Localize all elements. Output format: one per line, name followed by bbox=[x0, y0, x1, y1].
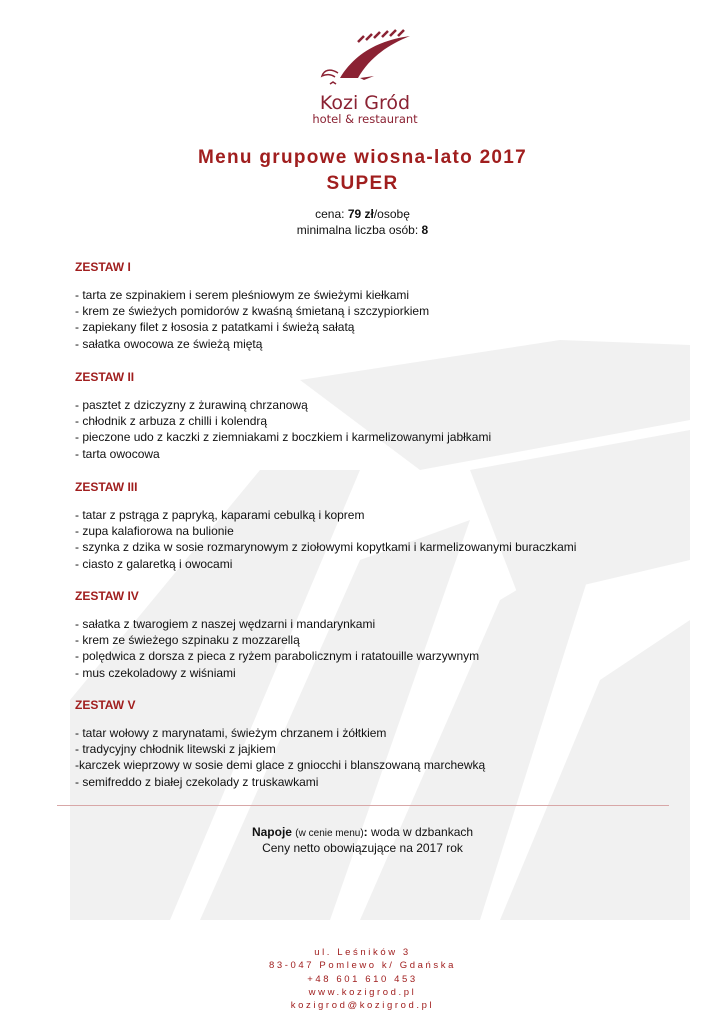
min-persons-value: 8 bbox=[421, 223, 429, 237]
set-item: - tarta ze szpinakiem i serem pleśniowym ze świeżymi kiełkami bbox=[75, 288, 410, 302]
set-item: - tatar z pstrąga z papryką, kaparami cebulką i koprem bbox=[75, 508, 365, 522]
set-item: - semifreddo z białej czekolady z truskawkami bbox=[75, 774, 319, 789]
footer-city: 83-047 Pomlewo k/ Gdańska bbox=[269, 960, 456, 972]
set-item: - pasztet z dziczyzny z żurawiną chrzanową bbox=[75, 398, 308, 412]
footer-address: ul. Leśników 3 bbox=[314, 947, 411, 958]
set-title: ZESTAW IV bbox=[75, 589, 139, 603]
set-item: - tarta owocowa bbox=[75, 446, 160, 461]
set-item: - krem ze świeżych pomidorów z kwaśną śmietaną i szczypiorkiem bbox=[75, 304, 430, 319]
footer-contact bbox=[0, 946, 725, 1012]
set-title: ZESTAW II bbox=[75, 370, 135, 384]
footer-website[interactable]: www.kozigrod.pl bbox=[308, 986, 417, 998]
set-item: - tradycyjny chłodnik litewski z jajkiem bbox=[75, 742, 276, 757]
price-unit: /osobę bbox=[373, 207, 410, 221]
set-4 bbox=[75, 588, 675, 681]
set-item: - ciasto z galaretką i owocami bbox=[75, 556, 233, 571]
set-2 bbox=[75, 369, 675, 462]
set-3 bbox=[75, 479, 675, 572]
min-persons-line bbox=[0, 222, 725, 238]
footer-email[interactable]: kozigrod@kozigrod.pl bbox=[290, 1000, 435, 1012]
set-title: ZESTAW I bbox=[75, 260, 131, 274]
set-item: - zapiekany filet z łososia z patatkami i świeżą sałatą bbox=[75, 320, 355, 335]
drinks-colon: : bbox=[363, 825, 368, 839]
set-1 bbox=[75, 259, 675, 352]
footer-phone: +48 601 610 453 bbox=[307, 973, 418, 985]
prices-note: Ceny netto obowiązujące na 2017 rok bbox=[262, 841, 463, 855]
set-item: - krem ze świeżego szpinaku z mozzarellą bbox=[75, 633, 300, 648]
drinks-label: Napoje bbox=[251, 825, 292, 839]
section-divider bbox=[57, 805, 669, 806]
set-title: ZESTAW V bbox=[75, 698, 136, 712]
set-5 bbox=[75, 697, 675, 790]
price-value: 79 zł bbox=[347, 207, 374, 221]
set-item: - polędwica z dorsza z pieca z ryżem parabolicznym i ratatouille warzywnym bbox=[75, 649, 480, 664]
price-line bbox=[0, 206, 725, 222]
set-item: - zupa kalafiorowa na bulionie bbox=[75, 524, 234, 539]
set-item: - szynka z dzika w sosie rozmarynowym z ziołowymi kopytkami i karmelizowanymi buraczkami bbox=[75, 540, 577, 555]
menu-title: Menu grupowe wiosna-lato 2017 bbox=[197, 147, 528, 168]
set-item: - mus czekoladowy z wiśniami bbox=[75, 665, 236, 680]
set-item: - pieczone udo z kaczki z ziemniakami z boczkiem i karmelizowanymi jabłkami bbox=[75, 430, 492, 445]
set-item: - sałatka owocowa ze świeżą miętą bbox=[75, 336, 263, 351]
set-item: - tatar wołowy z marynatami, świeżym chrzanem i żółtkiem bbox=[75, 726, 387, 740]
logo-name: Kozi Gród bbox=[319, 92, 411, 114]
menu-subtitle: SUPER bbox=[326, 173, 399, 194]
price-label: cena: bbox=[315, 207, 348, 221]
drinks-note: (w cenie menu) bbox=[295, 828, 364, 839]
set-item: -karczek wieprzowy w sosie demi glace z gniocchi i blanszowaną marchewką bbox=[75, 758, 486, 773]
drinks-text: woda w dzbankach bbox=[367, 825, 474, 839]
logo-subtitle: hotel & restaurant bbox=[312, 112, 418, 126]
set-item: - sałatka z twarogiem z naszej wędzarni i mandarynkami bbox=[75, 617, 376, 631]
set-title: ZESTAW III bbox=[75, 480, 138, 494]
min-persons-label: minimalna liczba osób: bbox=[296, 223, 422, 237]
set-item: - chłodnik z arbuza z chilli i kolendrą bbox=[75, 414, 268, 429]
